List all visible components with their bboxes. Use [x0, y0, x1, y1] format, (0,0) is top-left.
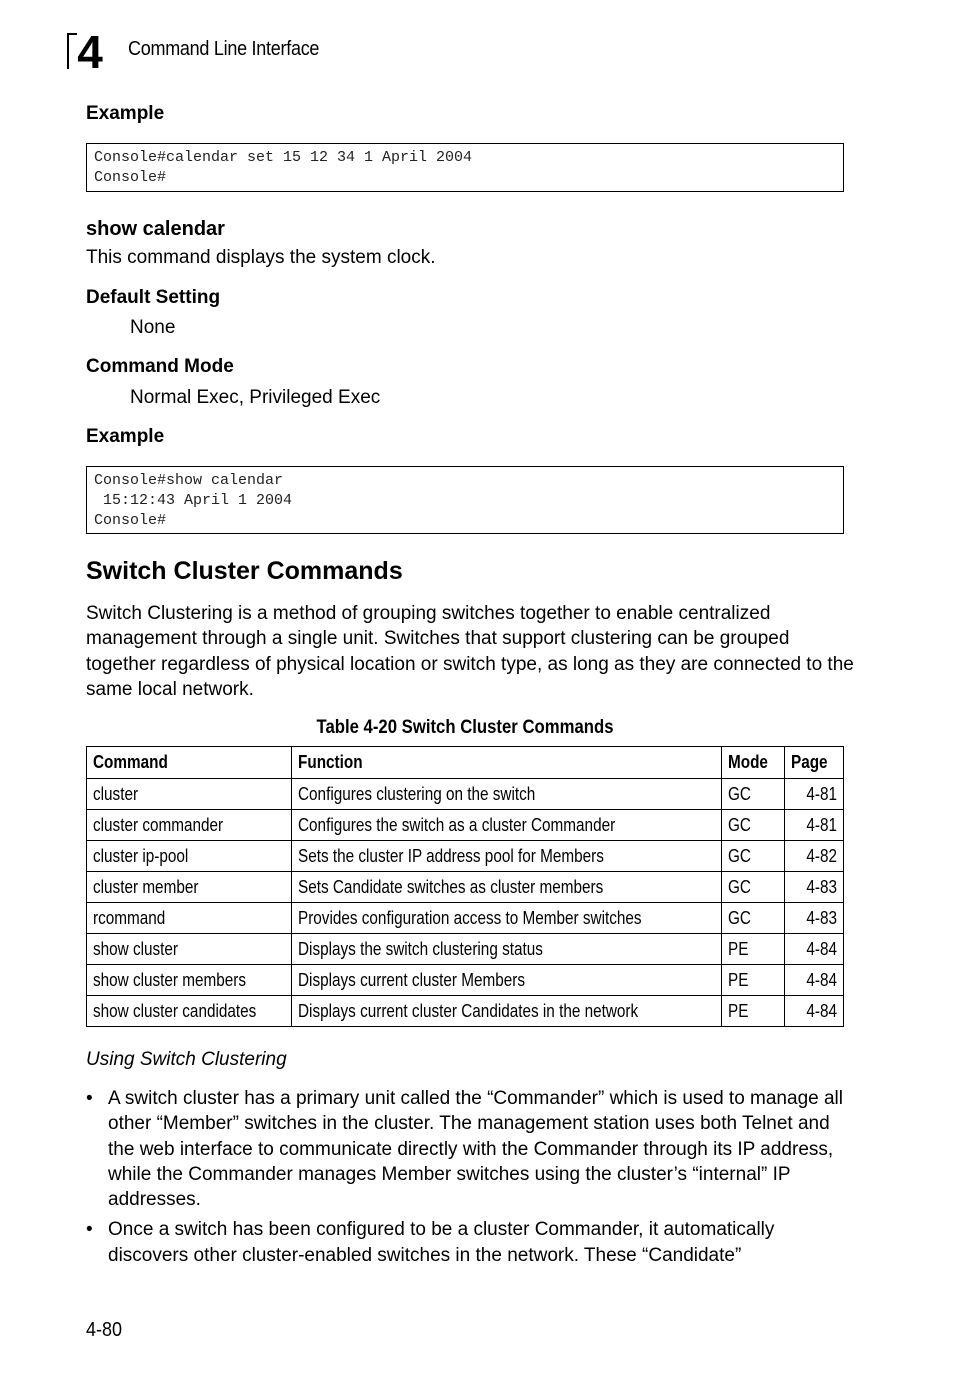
table-header-row [87, 747, 844, 779]
table-row [87, 810, 844, 841]
page-cell: 4-81 [785, 779, 844, 810]
function-cell: Configures the switch as a cluster Commander [292, 810, 721, 841]
command-cell: show cluster [87, 934, 292, 965]
page-cell: 4-83 [785, 872, 844, 903]
list-item [86, 1217, 856, 1268]
code-example-show-calendar: Console#show calendar 15:12:43 April 1 2004 Console# [86, 466, 844, 534]
example-heading: Example [86, 426, 165, 447]
chapter-number: 4 [77, 33, 103, 69]
table-row [87, 841, 844, 872]
column-header-page: Page [785, 747, 844, 779]
mode-cell: GC [721, 872, 785, 903]
table-row [87, 872, 844, 903]
command-cell: cluster [87, 779, 292, 810]
column-header-function: Function [292, 747, 721, 779]
command-cell: show cluster members [87, 965, 292, 996]
column-header-mode: Mode [721, 747, 785, 779]
table-row [87, 965, 844, 996]
function-cell: Displays current cluster Candidates in the network [292, 996, 721, 1027]
list-item-text: Once a switch has been configured to be a cluster Commander, it automatically discovers other cluster-enabled switches in the network. These “Candidate” [108, 1219, 775, 1266]
command-cell: cluster member [87, 872, 292, 903]
page-cell: 4-81 [785, 810, 844, 841]
function-cell: Configures clustering on the switch [292, 779, 721, 810]
table-row [87, 934, 844, 965]
function-cell: Provides configuration access to Member switches [292, 903, 721, 934]
command-cell: cluster commander [87, 810, 292, 841]
page-cell: 4-84 [785, 965, 844, 996]
page-cell: 4-82 [785, 841, 844, 872]
table-row [87, 996, 844, 1027]
command-mode-heading: Command Mode [86, 356, 234, 377]
list-item [86, 1086, 856, 1212]
command-mode-value: Normal Exec, Privileged Exec [130, 387, 381, 408]
list-item-text: A switch cluster has a primary unit called the “Commander” which is used to manage all other “Member” switches in the cluster. The management station uses both Telnet and the web interface to communicate directly with the Commander through its IP address, while the Commander manages Member switches using the cluster’s “internal” IP addresses. [108, 1088, 843, 1211]
section-intro: Switch Clustering is a method of grouping switches together to enable centralized management through a single unit. Switches that support clustering can be grouped together regardless of physical location or switch type, as long as they are connected to the same local network. [86, 603, 854, 700]
default-setting-heading: Default Setting [86, 287, 221, 308]
table-caption: Table 4-20 Switch Cluster Commands [316, 717, 614, 738]
command-cell: cluster ip-pool [87, 841, 292, 872]
page-cell: 4-84 [785, 996, 844, 1027]
section-title: Switch Cluster Commands [86, 557, 403, 585]
command-description: This command displays the system clock. [86, 247, 436, 268]
table-row [87, 903, 844, 934]
mode-cell: GC [721, 810, 785, 841]
example-heading: Example [86, 103, 165, 124]
command-heading: show calendar [86, 218, 225, 240]
column-header-command: Command [87, 747, 292, 779]
function-cell: Displays current cluster Members [292, 965, 721, 996]
code-example-calendar-set: Console#calendar set 15 12 34 1 April 2004 Console# [86, 143, 844, 192]
page-cell: 4-84 [785, 934, 844, 965]
function-cell: Sets the cluster IP address pool for Members [292, 841, 721, 872]
command-cell: show cluster candidates [87, 996, 292, 1027]
function-cell: Displays the switch clustering status [292, 934, 721, 965]
table-row [87, 779, 844, 810]
mode-cell: PE [721, 965, 785, 996]
chapter-title: Command Line Interface [128, 38, 320, 60]
page-cell: 4-83 [785, 903, 844, 934]
mode-cell: GC [721, 841, 785, 872]
clustering-notes-list [86, 1086, 856, 1273]
page-number: 4-80 [86, 1319, 123, 1341]
chapter-number-badge [67, 33, 111, 69]
bullet-icon: • [86, 1088, 93, 1109]
subsection-heading: Using Switch Clustering [86, 1049, 287, 1070]
switch-cluster-commands-table [86, 746, 844, 1027]
mode-cell: GC [721, 903, 785, 934]
mode-cell: PE [721, 996, 785, 1027]
command-cell: rcommand [87, 903, 292, 934]
function-cell: Sets Candidate switches as cluster members [292, 872, 721, 903]
mode-cell: PE [721, 934, 785, 965]
default-setting-value: None [130, 317, 176, 338]
bullet-icon: • [86, 1219, 93, 1241]
mode-cell: GC [721, 779, 785, 810]
